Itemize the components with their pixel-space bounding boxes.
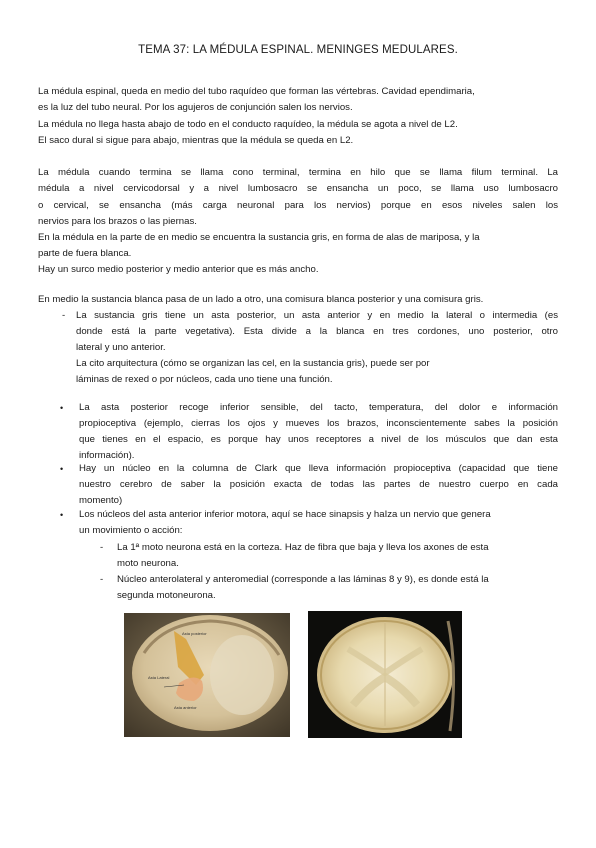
paragraph-line: es la luz del tubo neural. Por los agujeros de conjunción salen los nervios. xyxy=(38,102,353,113)
paragraph-line: La médula cuando termina se llama cono terminal, termina en hilo que se llama filum terminal. La xyxy=(38,167,558,178)
dash-line: La sustancia gris tiene un asta posterior, un asta anterior y en medio la lateral o intermedia (es xyxy=(76,310,558,321)
bullet-line: un movimiento o acción: xyxy=(79,525,183,536)
paragraph-line: La médula espinal, queda en medio del tubo raquídeo que forman las vértebras. Cavidad ependimaria, xyxy=(38,86,475,97)
paragraph-line: nervios para los brazos o las piernas. xyxy=(38,216,197,227)
dash-line: La cito arquitectura (cómo se organizan las cel, en la sustancia gris), puede ser por xyxy=(76,358,430,369)
sub-line: moto neurona. xyxy=(117,558,179,569)
dash-line: lateral y uno anterior. xyxy=(76,342,166,353)
bullet-line: Los núcleos del asta anterior inferior motora, aquí se hace sinapsis y haIza un nervio que genera xyxy=(79,509,491,520)
label-asta-lateral: Asta Lateral xyxy=(148,675,170,680)
sub-marker: - xyxy=(100,542,104,553)
bullet-marker: • xyxy=(60,464,64,474)
label-asta-anterior: Asta anterior xyxy=(174,705,197,710)
page-title: TEMA 37: LA MÉDULA ESPINAL. MENINGES MEDULARES. xyxy=(138,44,458,56)
sub-marker: - xyxy=(100,574,104,585)
bullet-marker: • xyxy=(60,403,64,413)
bullet-line: que tienes en el espacio, es porque hay unos receptores a nivel de los músculos que dan esta xyxy=(79,434,558,445)
spinal-cord-cross-section-photo xyxy=(308,611,462,738)
bullet-line: Hay un núcleo en la columna de Clark que lleva información propioceptiva (capacidad que tiene xyxy=(79,463,558,474)
sub-line: Núcleo anterolateral y anteromedial (corresponde a las láminas 8 y 9), es donde está la xyxy=(117,574,489,585)
paragraph-line: El saco dural si sigue para abajo, mientras que la médula se queda en L2. xyxy=(38,135,354,146)
dash-marker: - xyxy=(62,310,66,321)
bullet-line: nuestro cerebro de saber la posición exacta de todas las partes de nuestro cuerpo en cada xyxy=(79,479,558,490)
dash-line: donde está la parte vegetativa). Esta divide a la blanca en tres cordones, uno posterior, otro xyxy=(76,326,558,337)
paragraph-line: La médula no llega hasta abajo de todo en el conducto raquídeo, la médula se agota a nivel de L2. xyxy=(38,119,458,130)
bullet-line: La asta posterior recoge inferior sensible, del tacto, temperatura, del dolor e información xyxy=(79,402,558,413)
spinal-cord-annotated-photo xyxy=(124,613,290,737)
sub-line: segunda motoneurona. xyxy=(117,590,216,601)
sub-line: La 1ª moto neurona está en la corteza. Haz de fibra que baja y lleva los axones de esta xyxy=(117,542,489,553)
bullet-line: propioceptiva (ejemplo, cierras los ojos y mueves los brazos, inconscientemente sabes la posición xyxy=(79,418,558,429)
paragraph-line: En la médula en la parte de en medio se encuentra la sustancia gris, en forma de alas de mariposa, y la xyxy=(38,232,480,243)
paragraph-line: Hay un surco medio posterior y medio anterior que es más ancho. xyxy=(38,264,319,275)
paragraph-line: médula a nivel cervicodorsal y a nivel lumbosacro se ensancha un poco, se llama uso lumbosacro xyxy=(38,183,558,194)
paragraph-line: parte de fuera blanca. xyxy=(38,248,132,259)
bullet-line: momento) xyxy=(79,495,123,506)
bullet-line: información). xyxy=(79,450,135,461)
bullet-marker: • xyxy=(60,510,64,520)
label-asta-posterior: Asta posterior xyxy=(182,631,207,636)
paragraph-line: En medio la sustancia blanca pasa de un lado a otro, una comisura blanca posterior y una comisura gris. xyxy=(38,294,484,305)
dash-line: láminas de rexed o por núcleos, cada uno tiene una función. xyxy=(76,374,333,385)
paragraph-line: o cervical, se ensancha (más carga neuronal para los nervios) porque en esos niveles salen los xyxy=(38,200,558,211)
